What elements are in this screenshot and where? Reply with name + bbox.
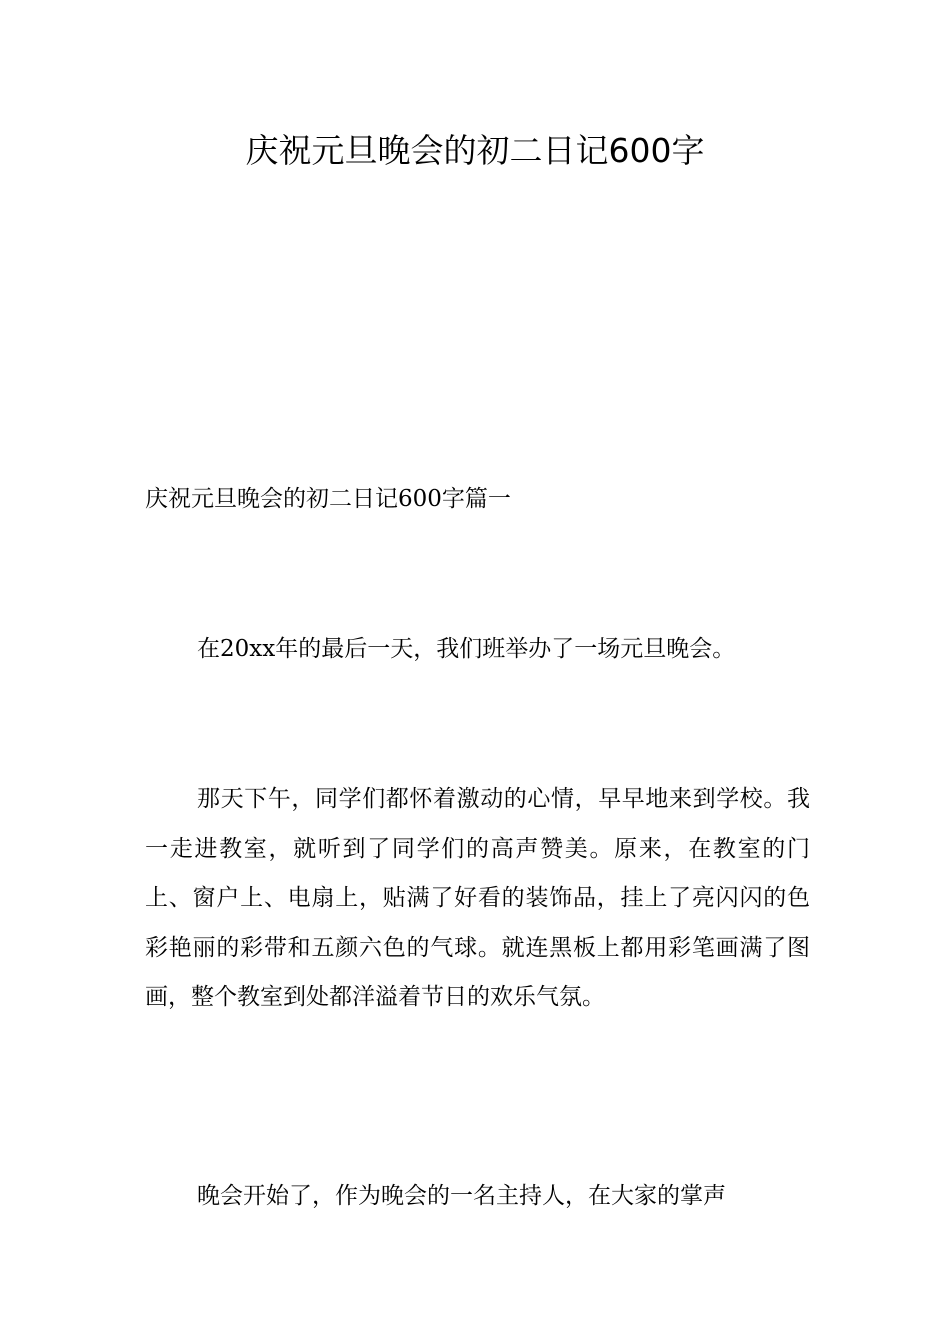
paragraph-3: 晚会开始了，作为晚会的一名主持人，在大家的掌声 [197,1183,726,1209]
paragraph-2: 那天下午，同学们都怀着激动的心情，早早地来到学校。我一走进教室，就听到了同学们的高声赞美。原来，在教室的门上、窗户上、电扇上，贴满了好看的装饰品，挂上了亮闪闪的色彩艳丽的彩带和五颜六色的气球。就连黑板上都用彩笔画满了图画，整个教室到处都洋溢着节日的欢乐气氛。 [145,786,810,1011]
document-title: 庆祝元旦晚会的初二日记600字 [245,131,705,170]
section-heading: 庆祝元旦晚会的初二日记600字篇一 [145,486,511,512]
paragraph-1: 在20xx年的最后一天，我们班举办了一场元旦晚会。 [197,636,736,662]
